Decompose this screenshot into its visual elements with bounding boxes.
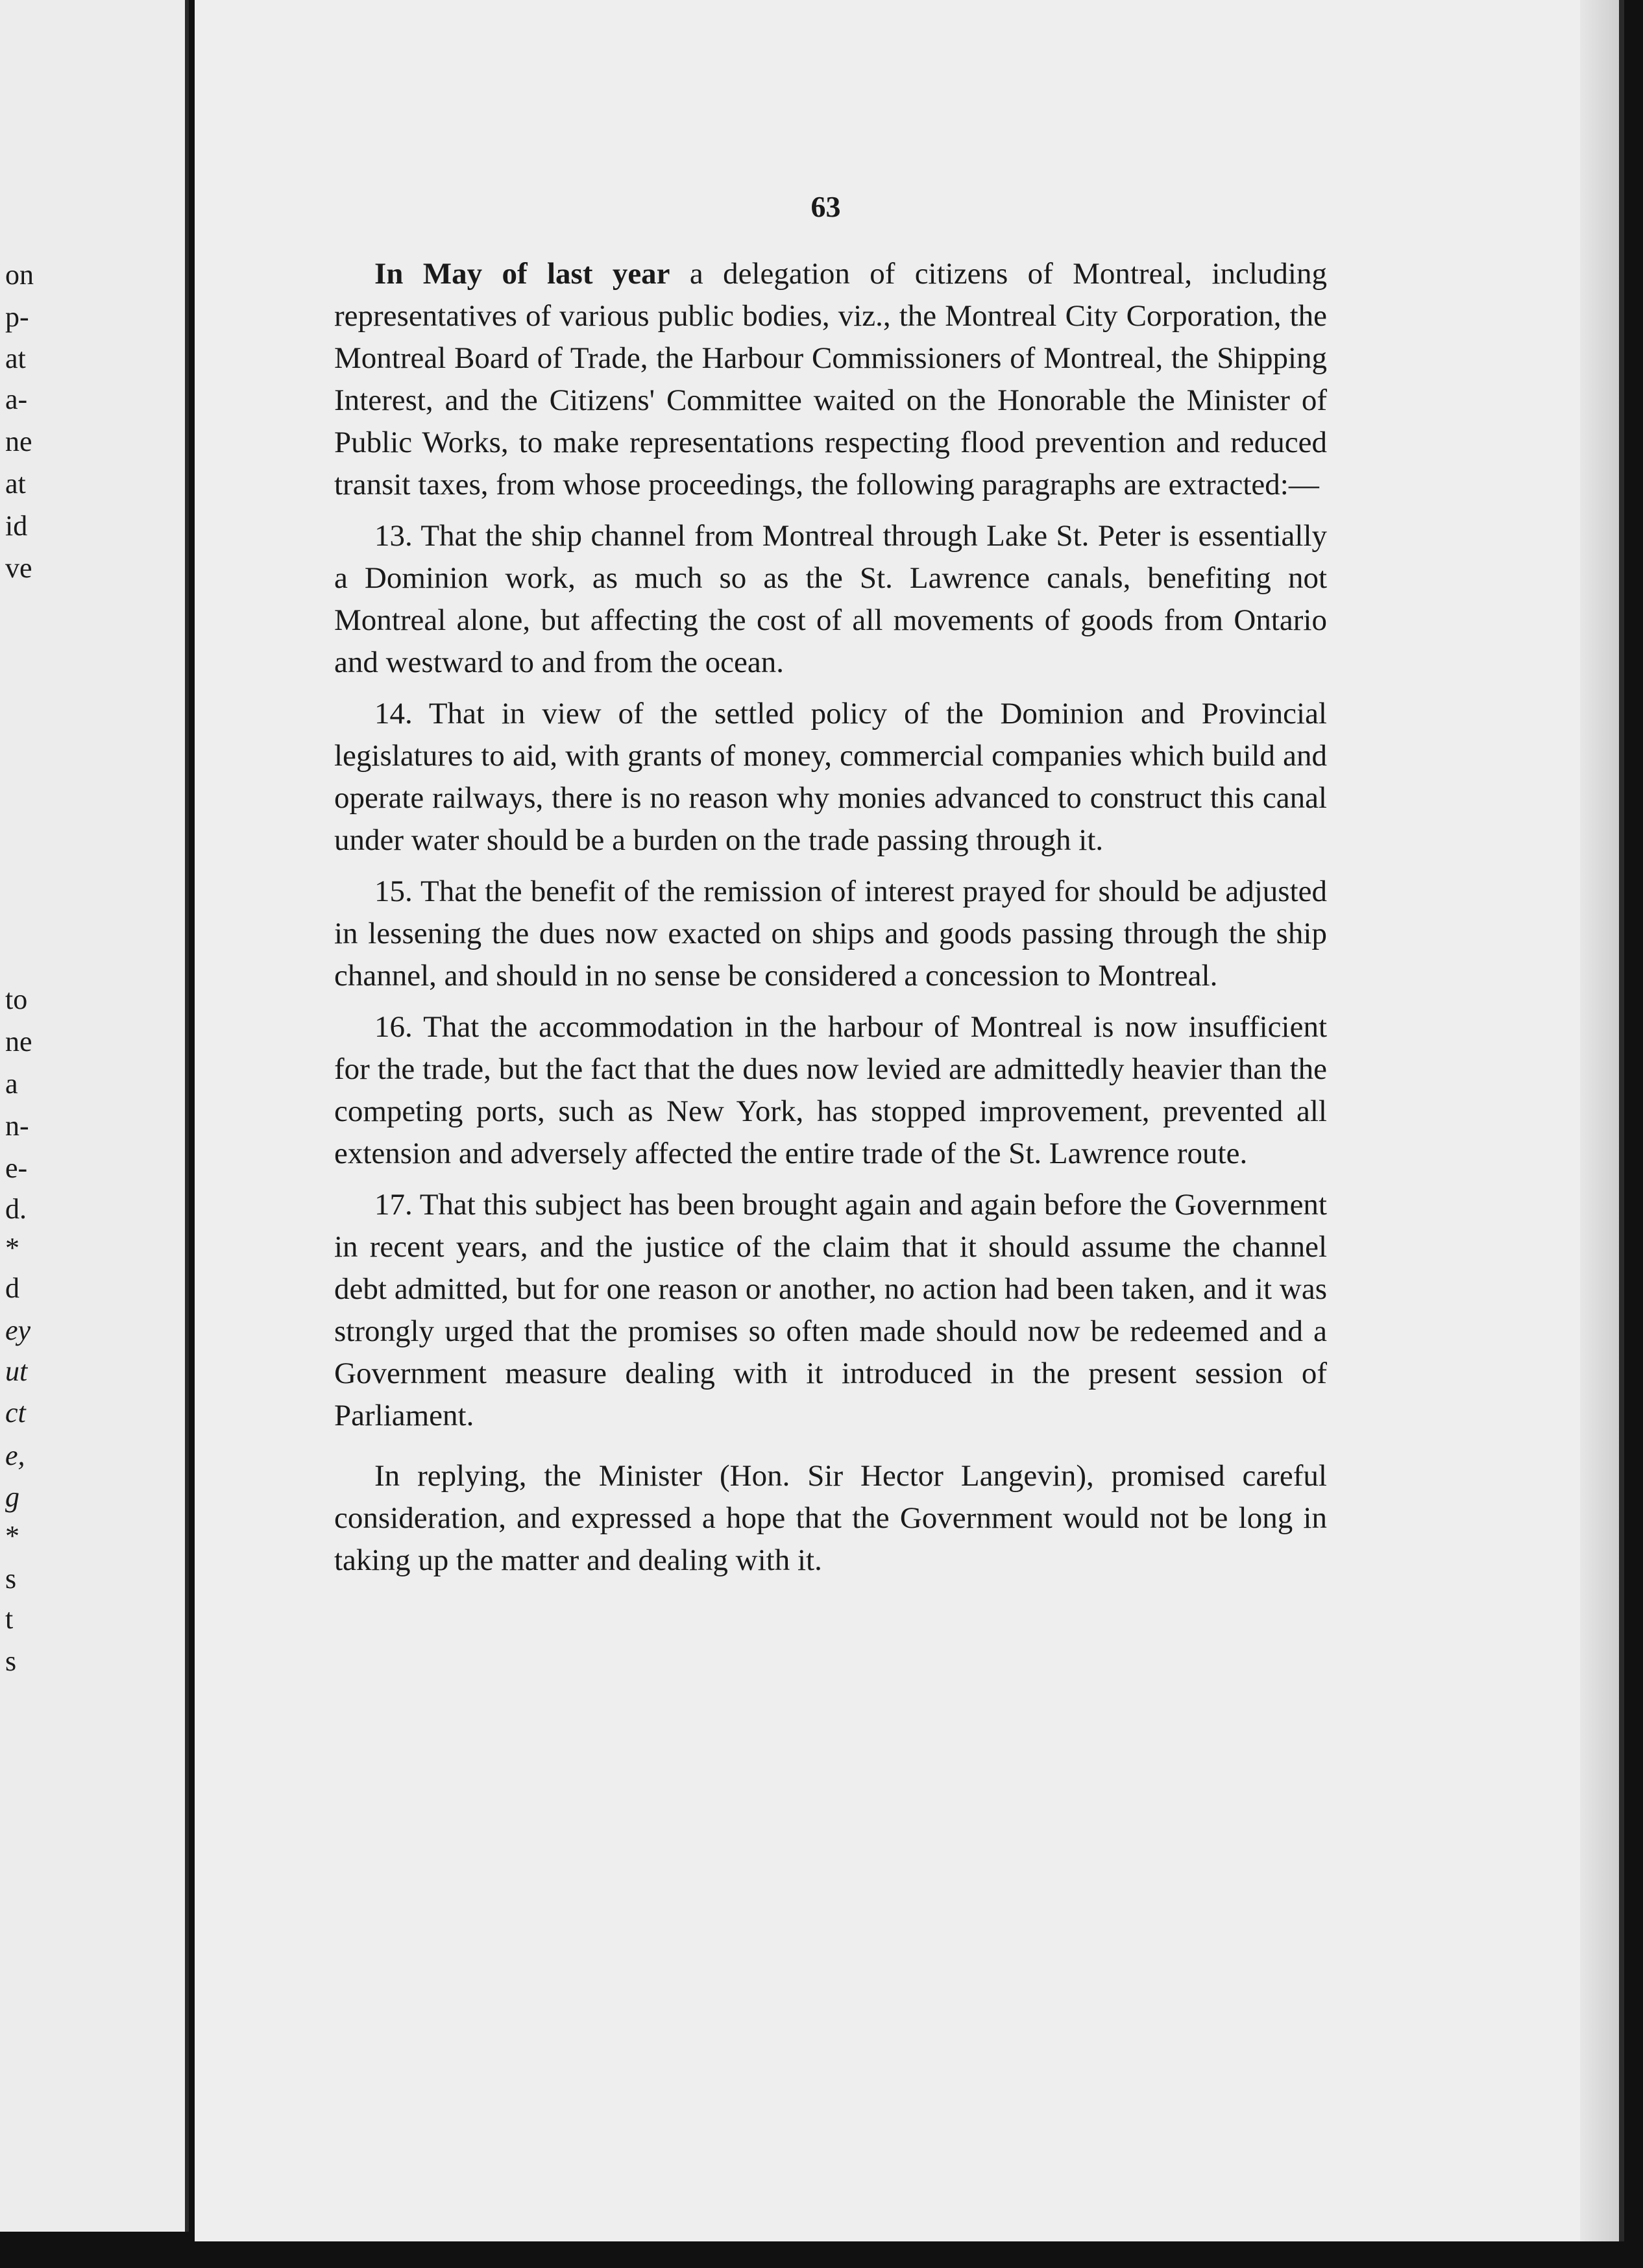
facing-page-fragment: ve xyxy=(5,552,32,584)
facing-page-fragment: e- xyxy=(5,1152,28,1184)
facing-page-fragment: ne xyxy=(5,1026,32,1057)
document-page xyxy=(195,0,1624,2241)
facing-page-fragment: ct xyxy=(5,1397,26,1429)
facing-page-fragment: a- xyxy=(5,383,28,415)
facing-page-fragment: at xyxy=(5,468,26,500)
resolution-paragraph-13: 13. That the ship channel from Montreal through Lake St. Peter is essentially a Dominion work, as much so as the St. Lawrence canals, benefiting not Montreal alone, but affecting the cost of all movements of goods from Ontario and westward to and from the ocean. xyxy=(334,519,1327,679)
facing-page-fragment: t xyxy=(5,1603,14,1635)
facing-page-fragment: s xyxy=(5,1645,17,1677)
facing-page-fragment: n- xyxy=(5,1110,29,1142)
closing-paragraph: In replying, the Minister (Hon. Sir Hector Langevin), promised careful consideration, and expressed a hope that the Government would not be long in taking up the matter and dealing with it. xyxy=(334,1459,1327,1577)
resolution-paragraph-14: 14. That in view of the settled policy of the Dominion and Provincial legislatures to aid, with grants of money, commercial companies which build and operate railways, there is no reason why monies advanced to construct this canal under water should be a burden on the trade passing through it. xyxy=(334,697,1327,857)
resolution-paragraph-17: 17. That this subject has been brought again and again before the Government in recent years, and the justice of the claim that it should assume the channel debt admitted, but for one reason or another, no action had been taken, and it was strongly urged that the promises so often made should now be redeemed and a Government measure dealing with it introduced in the present session of Parliament. xyxy=(334,1188,1327,1432)
facing-page-fragment: id xyxy=(5,510,28,542)
page-edge-shadow xyxy=(1580,0,1619,2241)
resolution-paragraph-16: 16. That the accommodation in the harbour of Montreal is now insufficient for the trade, but the fact that the dues now levied are admittedly heavier than the competing ports, such as New York, has stopped improvement, prevented all extension and adversely affected the entire trade of the St. Lawrence route. xyxy=(334,1010,1327,1170)
facing-page-fragment: g xyxy=(5,1481,19,1513)
intro-paragraph xyxy=(334,253,1327,506)
facing-page-fragment: p- xyxy=(5,301,29,333)
page-body xyxy=(334,253,1327,1591)
facing-page-fragment: * xyxy=(5,1520,19,1552)
facing-page-fragment: d xyxy=(5,1272,19,1304)
facing-page-fragment: d. xyxy=(5,1193,27,1225)
facing-page-fragment: s xyxy=(5,1563,17,1595)
facing-page-fragment: to xyxy=(5,983,28,1015)
facing-page-fragment: a xyxy=(5,1068,18,1100)
facing-page-fragment: ey xyxy=(5,1314,31,1346)
facing-page-sliver xyxy=(0,0,189,2232)
facing-page-fragment: * xyxy=(5,1232,19,1264)
facing-page-fragment: ut xyxy=(5,1355,28,1387)
facing-page-fragment: on xyxy=(5,259,34,291)
resolution-paragraph-15: 15. That the benefit of the remission of interest prayed for should be adjusted in lessening the dues now exacted on ships and goods passing through the ship channel, and should in no sense be considered a concession to Montreal. xyxy=(334,875,1327,993)
intro-text: a delegation of citizens of Montreal, including representatives of various public bodies, viz., the Montreal City Corporation, the Montreal Board of Trade, the Harbour Commissioners of Montreal, the Shipping Interest, and the Citizens' Committee waited on the Honorable the Minister of Public Works, to make representations respecting flood prevention and reduced transit taxes, from whose proceedings, the following paragraphs are extracted:— xyxy=(334,257,1327,501)
page-number: 63 xyxy=(810,190,841,223)
facing-page-fragment: ne xyxy=(5,426,32,457)
intro-lead: In May of last year xyxy=(374,257,670,291)
facing-page-fragment: at xyxy=(5,343,26,374)
facing-page-fragment: e, xyxy=(5,1440,25,1471)
